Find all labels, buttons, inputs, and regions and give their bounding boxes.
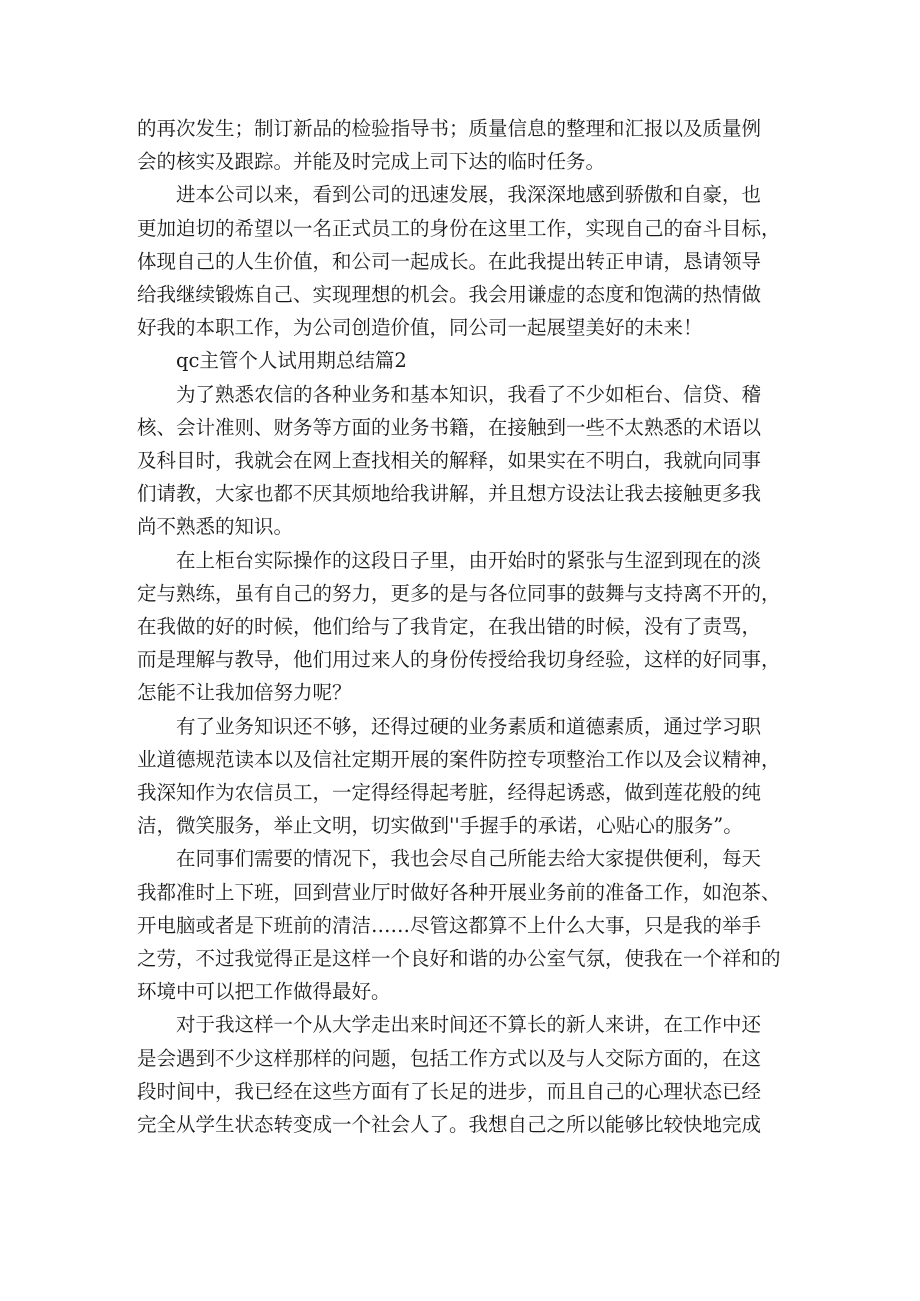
paragraph: 对于我这样一个从大学走出来时间还不算长的新人来讲，在工作中还 是会遇到不少这样那样的问题，包括工作方式以及与人交际方面的，在这 段时间中，我已经在这些方面有了长足的进步，而且自己的心理状态已经 完全从学生状态转变成一个社会人了。我想自己之所以能够比较快地完成: [137, 1013, 762, 1137]
section-heading: qc主管个人试用期总结篇2: [176, 349, 407, 373]
document-body: [137, 112, 789, 1141]
paragraph: 进本公司以来，看到公司的迅速发展，我深深地感到骄傲和自豪，也 更加迫切的希望以一名正式员工的身份在这里工作，实现自己的奋斗目标， 体现自己的人生价值，和公司一起成长。在此我提出转正申请，恳请领导 给我继续锻炼自己、实现理想的机会。我会用谦虚的态度和饱满的热情做 好我的本职工作，为公司创造价值，同公司一起展望美好的未来！: [137, 183, 781, 340]
paragraph: 在上柜台实际操作的这段日子里，由开始时的紧张与生涩到现在的淡 定与熟练，虽有自己的努力，更多的是与各位同事的鼓舞与支持离不开的， 在我做的好的时候，他们给与了我肯定，在我出错的时候，没有了责骂， 而是理解与教导，他们用过来人的身份传授给我切身经验，这样的好同事， 怎能不让我加倍努力呢？: [137, 548, 781, 705]
paragraph: 在同事们需要的情况下，我也会尽自己所能去给大家提供便利，每天 我都准时上下班，回到营业厅时做好各种开展业务前的准备工作，如泡茶、 开电脑或者是下班前的清洁……尽管这都算不上什么大事，只是我的举手 之劳，不过我觉得正是这样一个良好和谐的办公室气氛，使我在一个祥和的 环境中可以把工作做得最好。: [137, 847, 781, 1004]
paragraph: 有了业务知识还不够，还得过硬的业务素质和道德素质，通过学习职 业道德规范读本以及信社定期开展的案件防控专项整治工作以及会议精神， 我深知作为农信员工，一定得经得起考脏，经得起诱惑，做到莲花般的纯 洁，微笑服务，举止文明，切实做到''手握手的承诺，心贴心的服务”。: [137, 714, 781, 838]
paragraph-continued: 的再次发生；制订新品的检验指导书；质量信息的整理和汇报以及质量例 会的核实及跟踪。并能及时完成上司下达的临时任务。: [137, 117, 762, 174]
paragraph: 为了熟悉农信的各种业务和基本知识，我看了不少如柜台、信贷、稽 核、会计准则、财务等方面的业务书籍，在接触到一些不太熟悉的术语以 及科目时，我就会在网上查找相关的解释，如果实在不明白，我就向同事 们请教，大家也都不厌其烦地给我讲解，并且想方设法让我去接触更多我 尚不熟悉的知识。: [137, 382, 762, 539]
